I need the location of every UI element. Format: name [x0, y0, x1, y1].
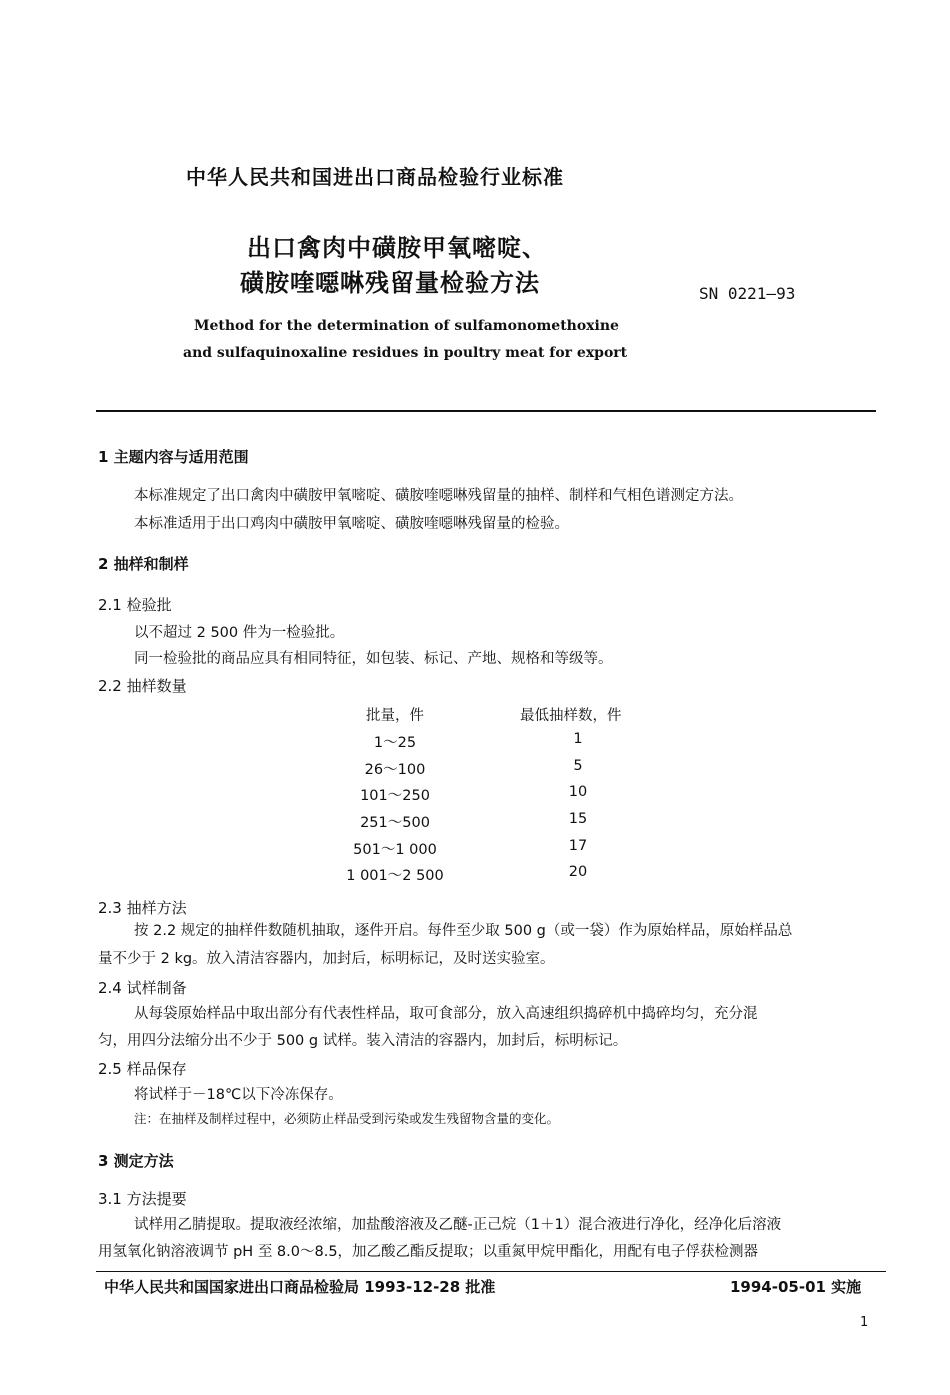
section-2-3-line-2: 量不少于 2 kg。放入清洁容器内，加封后，标明标记，及时送实验室。	[98, 951, 555, 967]
section-2-1-heading: 2.1 检验批	[98, 596, 172, 614]
title-en-line2: and sulfaquinoxaline residues in poultry meat for export	[183, 345, 628, 361]
section-3-1-heading: 3.1 方法提要	[98, 1190, 187, 1208]
section-2-4-heading: 2.4 试样制备	[98, 979, 187, 997]
table-header-min-samples: 最低抽样数，件	[520, 708, 622, 724]
section-2-1-paragraph-1: 以不超过 2 500 件为一检验批。	[134, 625, 345, 641]
header-divider	[96, 410, 876, 412]
section-1-paragraph-2: 本标准适用于出口鸡肉中磺胺甲氧嘧啶、磺胺喹噁啉残留量的检验。	[134, 516, 569, 532]
section-2-heading: 2 抽样和制样	[98, 555, 189, 573]
table-cell-lot: 501～1 000	[353, 842, 437, 858]
table-cell-lot: 101～250	[360, 788, 430, 804]
section-2-4-line-2: 匀，用四分法缩分出不少于 500 g 试样。装入清洁的容器内，加封后，标明标记。	[98, 1033, 628, 1049]
table-cell-min: 20	[568, 864, 588, 880]
table-cell-lot: 26～100	[364, 762, 426, 778]
table-cell-min: 5	[573, 758, 583, 774]
table-cell-lot: 1～25	[373, 735, 417, 751]
section-2-2-heading: 2.2 抽样数量	[98, 677, 187, 695]
approval-line: 中华人民共和国国家进出口商品检验局 1993-12-28 批准	[104, 1278, 496, 1296]
section-1-heading: 1 主题内容与适用范围	[98, 448, 249, 466]
section-3-1-line-2: 用氢氧化钠溶液调节 pH 至 8.0～8.5，加乙酸乙酯反提取；以重氮甲烷甲酯化，用配有电子俘获检测器	[98, 1244, 759, 1260]
title-cn-line1: 出口禽肉中磺胺甲氧嘧啶、	[247, 234, 547, 262]
section-2-5-heading: 2.5 样品保存	[98, 1060, 187, 1078]
standard-category: 中华人民共和国进出口商品检验行业标准	[186, 165, 564, 189]
section-2-5-paragraph: 将试样于－18℃以下冷冻保存。	[134, 1087, 343, 1103]
standard-number: SN 0221—93	[699, 284, 796, 303]
table-header-lot: 批量，件	[366, 708, 424, 724]
section-3-1-line-1: 试样用乙腈提取。提取液经浓缩，加盐酸溶液及乙醚-正己烷（1＋1）混合液进行净化，经净化后溶液	[134, 1217, 782, 1233]
table-cell-min: 1	[573, 731, 583, 747]
section-2-3-heading: 2.3 抽样方法	[98, 899, 187, 917]
page-number: 1	[860, 1315, 869, 1330]
section-3-heading: 3 测定方法	[98, 1152, 174, 1170]
note: 注：在抽样及制样过程中，必须防止样品受到污染或发生残留物含量的变化。	[134, 1111, 560, 1126]
title-cn-line2: 磺胺喹噁啉残留量检验方法	[240, 269, 540, 297]
title-en-line1: Method for the determination of sulfamonomethoxine	[194, 318, 619, 334]
table-cell-min: 10	[568, 784, 588, 800]
table-cell-lot: 251～500	[360, 815, 430, 831]
implementation-date: 1994-05-01 实施	[730, 1278, 862, 1296]
table-cell-min: 17	[568, 838, 588, 854]
section-2-1-paragraph-2: 同一检验批的商品应具有相同特征，如包装、标记、产地、规格和等级等。	[134, 651, 613, 667]
section-2-4-line-1: 从每袋原始样品中取出部分有代表性样品，取可食部分，放入高速组织捣碎机中捣碎均匀，充分混	[134, 1006, 758, 1022]
section-2-3-line-1: 按 2.2 规定的抽样件数随机抽取，逐件开启。每件至少取 500 g（或一袋）作为原始样品，原始样品总	[134, 923, 793, 939]
table-cell-lot: 1 001～2 500	[346, 868, 444, 884]
table-cell-min: 15	[568, 811, 588, 827]
section-1-paragraph-1: 本标准规定了出口禽肉中磺胺甲氧嘧啶、磺胺喹噁啉残留量的抽样、制样和气相色谱测定方法。	[134, 488, 743, 504]
footer-divider	[96, 1271, 886, 1272]
